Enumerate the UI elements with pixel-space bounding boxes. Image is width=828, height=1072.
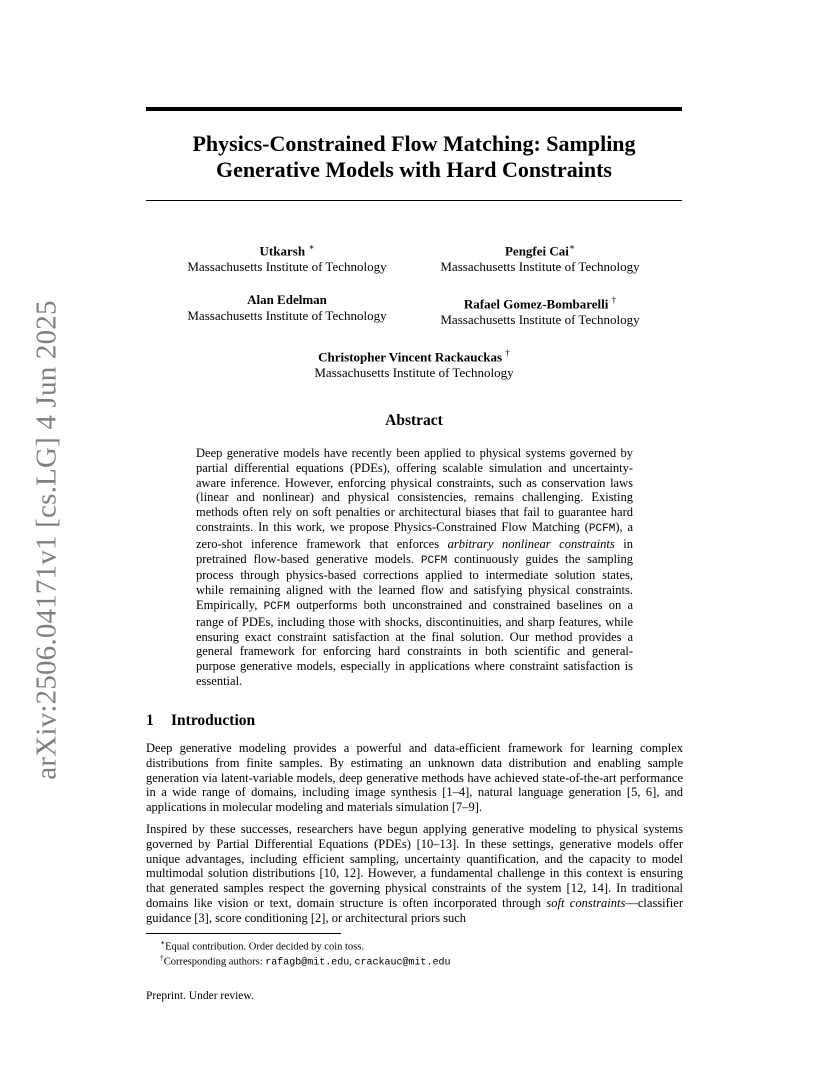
author-mark: ∗	[568, 242, 576, 252]
abstract-text: Deep generative models have recently been applied to physical systems governed by partial differential equations (PDEs), offering scalable simulation and uncertainty-aware inference. However, enforcing physical constraints, such as conservation laws (linear and nonlinear) and physical consistencies, remains challenging. Existing methods often rely on soft penalties or architectural biases that fail to guarantee hard constraints. In this work, we propose Physics-Constrained Flow Matching (PCFM), a zero-shot inference framework that enforces arbitrary nonlinear constraints in pretrained flow-based generative models. PCFM continuously guides the sampling process through physics-based corrections applied to intermediate solution states, while remaining aligned with the learned flow and satisfying physical constraints. Empirically, PCFM outperforms both unconstrained and constrained baselines on a range of PDEs, including those with shocks, discontinuities, and sharp features, while ensuring exact constraint satisfaction at the final solution. Our method provides a general framework for enforcing hard constraints in both scientific and general-purpose generative models, especially in applications where constraint satisfaction is essential.	[196, 446, 633, 688]
method-name: PCFM	[420, 554, 448, 567]
method-name: PCFM	[588, 522, 616, 535]
title-line-1: Physics-Constrained Flow Matching: Sampling	[192, 131, 636, 156]
author-block	[390, 239, 690, 275]
paper-title	[146, 131, 682, 183]
author-affiliation: Massachusetts Institute of Technology	[440, 312, 640, 328]
author-name: Utkarsh ∗	[259, 242, 315, 259]
author-affiliation: Massachusetts Institute of Technology	[187, 259, 387, 275]
author-block	[390, 292, 690, 328]
section-heading-introduction	[146, 712, 255, 730]
emphasis: arbitrary nonlinear constraints	[447, 536, 615, 551]
author-mark: ∗	[308, 242, 315, 252]
email-link[interactable]: rafagb@mit.edu	[265, 957, 350, 969]
emphasis: soft constraints	[546, 895, 626, 910]
title-top-rule	[146, 107, 682, 111]
intro-paragraph-1: Deep generative modeling provides a powerful and data-efficient framework for learning complex distributions from finite samples. By estimating an unknown data distribution and enabling sample generation via latent-variable models, deep generative methods have achieved state-of-the-art performance in a wide range of domains, including image synthesis [1–4], natural language generation [5, 6], and applications in molecular modeling and materials simulation [7–9].	[146, 741, 683, 815]
author-affiliation: Massachusetts Institute of Technology	[314, 365, 514, 381]
author-mark: †	[505, 348, 510, 358]
author-name: Rafael Gomez-Bombarelli †	[463, 295, 617, 312]
author-block	[264, 345, 564, 381]
title-line-2: Generative Models with Hard Constraints	[216, 157, 612, 182]
footnote-equal-contribution: ∗Equal contribution. Order decided by coin toss.	[160, 938, 364, 953]
arxiv-identifier: arXiv:2506.04171v1 [cs.LG] 4 Jun 2025	[30, 300, 63, 780]
method-name: PCFM	[263, 600, 290, 613]
footnote-corresponding-authors: †Corresponding authors: rafagb@mit.edu, crackauc@mit.edu	[160, 953, 451, 969]
author-mark: †	[611, 295, 617, 305]
author-name: Pengfei Cai∗	[504, 242, 576, 259]
author-name: Christopher Vincent Rackauckas †	[318, 348, 510, 365]
author-name: Alan Edelman	[247, 292, 327, 307]
abstract-heading: Abstract	[385, 412, 443, 429]
author-affiliation: Massachusetts Institute of Technology	[187, 308, 387, 323]
intro-paragraph-2: Inspired by these successes, researchers have begun applying generative modeling to physical systems governed by Partial Differential Equations (PDEs) [10–13]. In these settings, generative models offer unique advantages, including efficient sampling, uncertainty quantification, and the capacity to model multimodal solution distributions [10, 12]. However, a fundamental challenge in this context is ensuring that generated samples respect the governing physical constraints of the system [12, 14]. In traditional domains like vision or text, domain structure is often incorporated through soft constraints—classifier guidance [3], score conditioning [2], or architectural priors such	[146, 822, 683, 925]
footnote-mark: ∗	[160, 938, 166, 947]
preprint-note: Preprint. Under review.	[146, 990, 254, 1002]
title-bottom-rule	[146, 200, 682, 201]
section-title: Introduction	[171, 712, 256, 729]
section-number: 1	[146, 712, 154, 729]
footnote-rule	[146, 933, 341, 934]
email-link[interactable]: crackauc@mit.edu	[354, 957, 451, 969]
author-affiliation: Massachusetts Institute of Technology	[440, 259, 640, 275]
footnote-mark: †	[160, 953, 164, 962]
